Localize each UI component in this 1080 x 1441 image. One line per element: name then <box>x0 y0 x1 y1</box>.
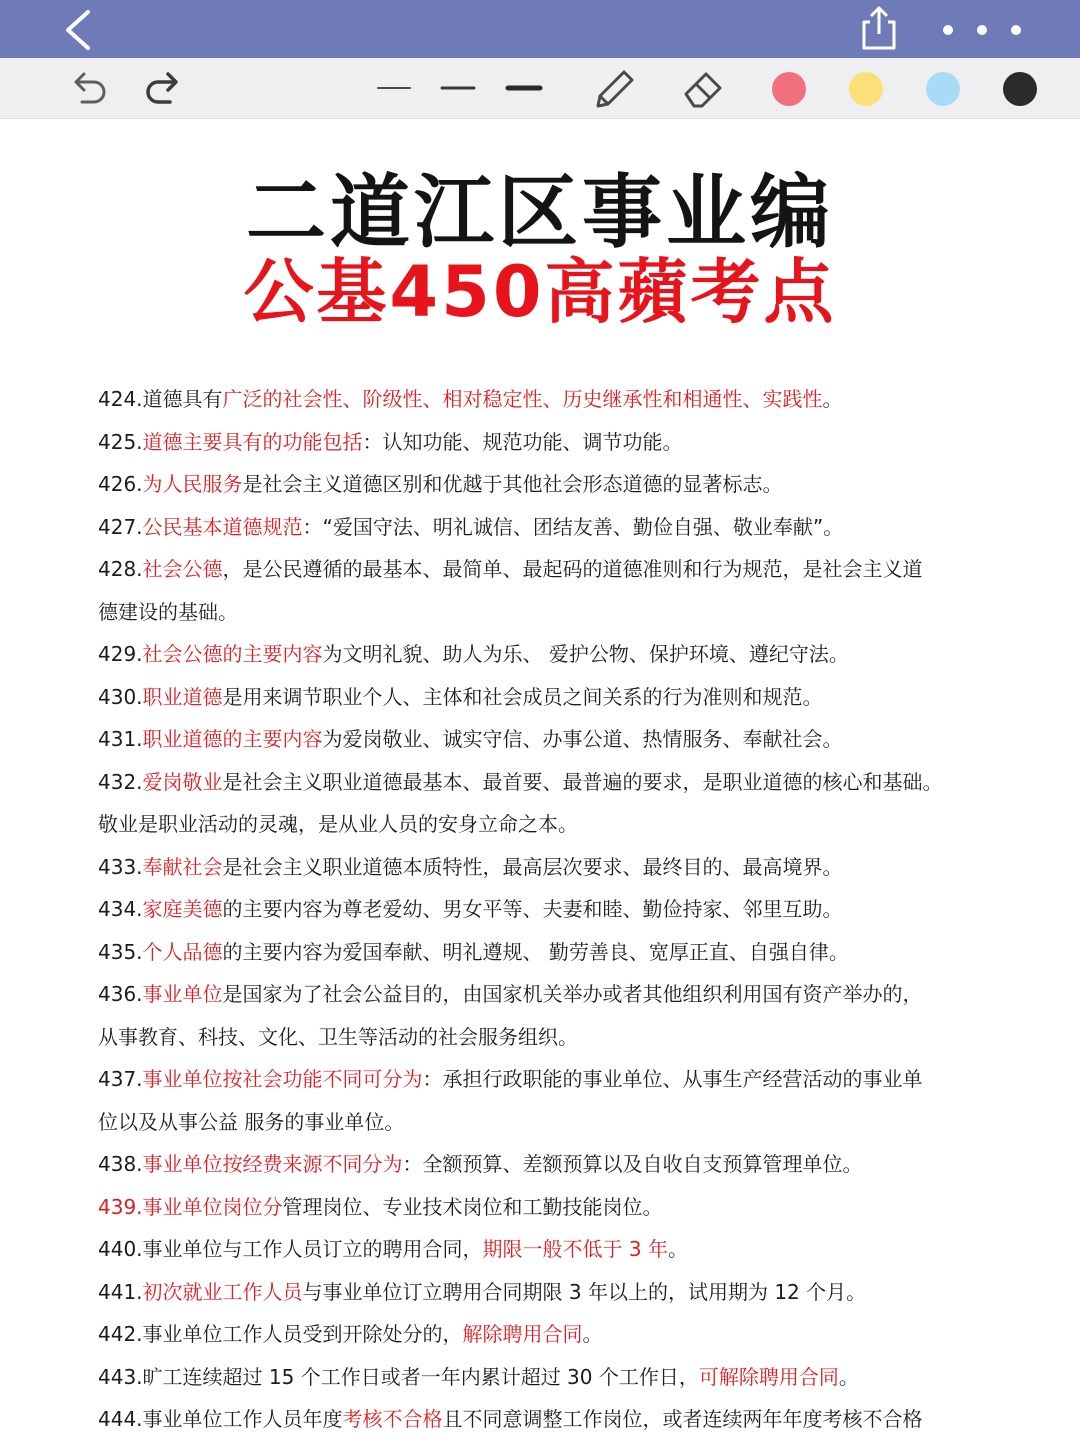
item-text: 的主要内容为尊老爱幼、男女平等、夫妻和睦、勤俭持家、邻里互助。 <box>222 897 843 921</box>
item-text: 事业单位与工作人员订立的聘用合同， <box>142 1237 483 1261</box>
highlighted-text: 职业道德的主要内容 <box>142 727 323 751</box>
list-item <box>98 1271 990 1314</box>
item-number: 438. <box>98 1152 143 1176</box>
item-text: 道德具有 <box>142 387 223 411</box>
back-arrow-icon[interactable] <box>58 8 98 52</box>
list-item <box>98 1058 990 1101</box>
item-text: 事业单位工作人员年度 <box>142 1407 343 1431</box>
item-text: 且不同意调整工作岗位，或者连续两年年度考核不合格 <box>442 1407 923 1431</box>
item-number: 433. <box>98 854 143 879</box>
item-number: 427. <box>98 514 143 539</box>
item-text: 。 <box>822 387 843 411</box>
list-item <box>98 761 990 804</box>
list-item <box>98 378 990 421</box>
highlighted-text: 公民基本道德规范 <box>142 514 303 539</box>
pencil-icon[interactable] <box>590 66 638 110</box>
item-number: 441. <box>98 1279 143 1304</box>
list-item <box>98 1313 990 1356</box>
list-item <box>98 633 990 676</box>
item-text: 。 <box>838 1364 859 1389</box>
highlighted-text: 期限一般不低于 3 年 <box>482 1237 668 1261</box>
list-item <box>98 1186 990 1229</box>
item-number: 435. <box>98 939 143 964</box>
list-item <box>98 548 990 591</box>
highlighted-text: 初次就业工作人员 <box>142 1279 303 1304</box>
item-number: 429. <box>98 642 143 666</box>
list-item <box>98 1143 990 1186</box>
list-item <box>98 973 990 1016</box>
list-item <box>98 591 990 634</box>
highlighted-text: 家庭美德 <box>142 897 223 921</box>
item-text: 旷工连续超过 15 个工作日或者一年内累计超过 30 个工作日， <box>142 1364 699 1389</box>
item-text: 为文明礼貌、助人为乐、 爱护公物、保护环境、遵纪守法。 <box>322 642 849 666</box>
item-text: ：认知功能、规范功能、调节功能。 <box>362 429 683 454</box>
item-number: 437. <box>98 1067 143 1091</box>
item-text: 是社会主义职业道德最基本、最首要、最普遍的要求，是职业道德的核心和基础。 <box>222 769 943 794</box>
highlighted-text: 爱岗敬业 <box>142 769 223 794</box>
more-icon[interactable] <box>936 18 1032 42</box>
item-text: 从事教育、科技、文化、卫生等活动的社会服务组织。 <box>98 1024 578 1049</box>
list-item <box>98 676 990 719</box>
list-item <box>98 1228 990 1271</box>
item-text: 与事业单位订立聘用合同期限 3 年以上的，试用期为 12 个月。 <box>302 1279 867 1304</box>
highlighted-text: 事业单位 <box>142 982 223 1006</box>
highlighted-text: 奉献社会 <box>142 854 223 879</box>
item-number: 424. <box>98 387 143 411</box>
item-text: 的主要内容为爱国奉献、明礼遵规、 勤劳善良、宽厚正直、自强自律。 <box>222 939 849 964</box>
highlighted-text: 考核不合格 <box>342 1407 443 1431</box>
item-text: 位以及从事公益 服务的事业单位。 <box>98 1109 405 1134</box>
medium-pen-stroke-icon[interactable] <box>438 66 478 110</box>
item-text: 是国家为了社会公益目的，由国家机关举办或者其他组织利用国有资产举办的， <box>222 982 923 1006</box>
item-number: 434. <box>98 897 143 921</box>
highlighted-text: 为人民服务 <box>142 472 243 496</box>
item-number: 430. <box>98 684 143 709</box>
list-item <box>98 421 990 464</box>
highlighted-text: 道德主要具有的功能包括 <box>142 429 363 454</box>
annotation-toolbar <box>0 58 1080 119</box>
highlighted-text: 社会公德的主要内容 <box>142 642 323 666</box>
list-item <box>98 888 990 931</box>
item-text: ：“爱国守法、明礼诚信、团结友善、勤俭自强、敬业奉献”。 <box>302 514 844 539</box>
thick-pen-stroke-icon[interactable] <box>504 66 544 110</box>
yellow-color-swatch[interactable] <box>849 72 883 106</box>
item-number: 440. <box>98 1237 143 1261</box>
document-subtitle: 公基450高蘋考点 <box>243 251 837 333</box>
black-color-swatch[interactable] <box>1003 72 1037 106</box>
document-title: 二道江区事业编 <box>246 166 834 259</box>
item-text: 为爱岗敬业、诚实守信、办事公道、热情服务、奉献社会。 <box>322 727 843 751</box>
item-text: 德建设的基础。 <box>98 599 238 624</box>
thin-pen-stroke-icon[interactable] <box>374 66 414 110</box>
undo-icon[interactable] <box>64 66 112 110</box>
light-blue-color-swatch[interactable] <box>926 72 960 106</box>
item-text: ，是公民遵循的最基本、最简单、最起码的道德准则和行为规范，是社会主义道 <box>222 557 923 581</box>
highlighted-text: 社会公德 <box>142 557 223 581</box>
highlighted-text: 解除聘用合同 <box>462 1322 583 1346</box>
item-number: 432. <box>98 769 143 794</box>
share-icon[interactable] <box>856 4 902 52</box>
item-number: 431. <box>98 727 143 751</box>
list-item <box>98 931 990 974</box>
item-text: 。 <box>582 1322 603 1346</box>
item-text: ：全额预算、差额预算以及自收自支预算管理单位。 <box>402 1152 863 1176</box>
item-text: 是社会主义道德区别和优越于其他社会形态道德的显著标志。 <box>242 472 783 496</box>
item-number: 428. <box>98 557 143 581</box>
list-item <box>98 463 990 506</box>
list-item <box>98 846 990 889</box>
redo-icon[interactable] <box>140 66 188 110</box>
highlighted-text: 广泛的社会性、阶级性、相对稳定性、历史继承性和相通性、实践性 <box>222 387 823 411</box>
item-text: 。 <box>667 1237 688 1261</box>
eraser-icon[interactable] <box>680 66 728 110</box>
item-number: 439. <box>98 1194 143 1219</box>
list-item <box>98 718 990 761</box>
pink-color-swatch[interactable] <box>772 72 806 106</box>
item-number: 436. <box>98 982 143 1006</box>
item-number: 425. <box>98 429 143 454</box>
highlighted-text: 事业单位岗位分 <box>142 1194 283 1219</box>
highlighted-text: 可解除聘用合同 <box>698 1364 839 1389</box>
item-text: ：承担行政职能的事业单位、从事生产经营活动的事业单 <box>422 1067 923 1091</box>
list-item <box>98 506 990 549</box>
top-navigation-bar <box>0 0 1080 58</box>
highlighted-text: 事业单位按经费来源不同分为 <box>142 1152 403 1176</box>
highlighted-text: 个人品德 <box>142 939 223 964</box>
list-item <box>98 803 990 846</box>
knowledge-point-list <box>98 378 990 1441</box>
highlighted-text: 职业道德 <box>142 684 223 709</box>
item-text: 事业单位工作人员受到开除处分的， <box>142 1322 463 1346</box>
item-text: 是社会主义职业道德本质特性，最高层次要求、最终目的、最高境界。 <box>222 854 843 879</box>
item-number: 426. <box>98 472 143 496</box>
item-number: 442. <box>98 1322 143 1346</box>
item-number: 443. <box>98 1364 143 1389</box>
item-number: 444. <box>98 1407 143 1431</box>
highlighted-text: 事业单位按社会功能不同可分为 <box>142 1067 423 1091</box>
list-item <box>98 1016 990 1059</box>
item-text: 管理岗位、专业技术岗位和工勤技能岗位。 <box>282 1194 663 1219</box>
list-item <box>98 1101 990 1144</box>
list-item <box>98 1356 990 1399</box>
item-text: 敬业是职业活动的灵魂，是从业人员的安身立命之本。 <box>98 812 578 836</box>
list-item <box>98 1398 990 1441</box>
item-text: 是用来调节职业个人、主体和社会成员之间关系的行为准则和规范。 <box>222 684 823 709</box>
